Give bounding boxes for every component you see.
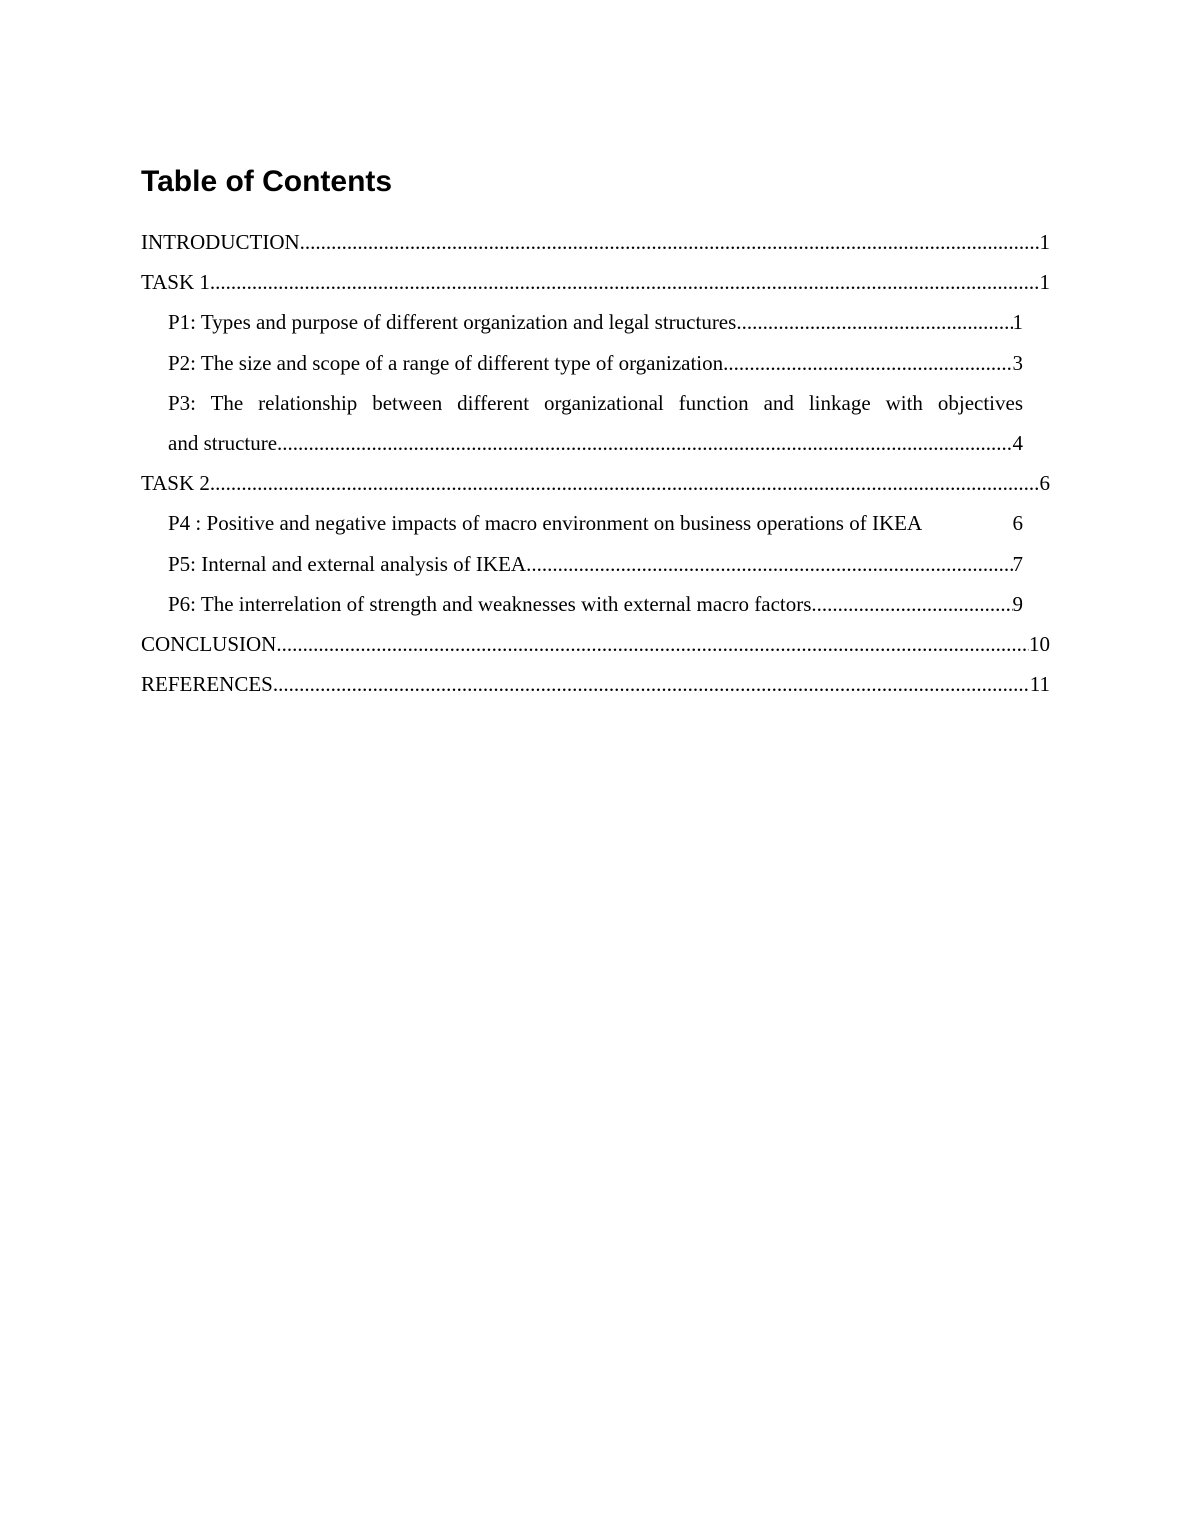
toc-page-number: 4 xyxy=(1012,430,1023,455)
dot-leader xyxy=(276,624,1029,664)
toc-page-number: 6 xyxy=(1039,471,1050,496)
toc-entry-introduction[interactable] xyxy=(141,222,1050,262)
toc-page-number: 10 xyxy=(1029,631,1050,656)
toc-entry-label: P4 : Positive and negative impacts of macro environment on business operations of IKEA xyxy=(168,511,923,536)
dot-leader xyxy=(736,302,1012,342)
dot-leader xyxy=(273,664,1030,704)
toc-page-number: 1 xyxy=(1039,230,1050,254)
toc-page-number: 1 xyxy=(1012,310,1023,335)
dot-leader xyxy=(300,222,1040,262)
toc-page-number: 1 xyxy=(1039,270,1050,295)
dot-leader xyxy=(723,343,1012,383)
toc-entry-label: P1: Types and purpose of different organization and legal structures xyxy=(168,310,737,335)
toc-entry-p2[interactable] xyxy=(168,343,1023,383)
toc-entry-p3[interactable] xyxy=(168,383,1023,463)
toc-entry-label: INTRODUCTION xyxy=(141,230,300,254)
toc-entry-label-line-2: and structure xyxy=(168,430,278,455)
dot-leader xyxy=(811,584,1012,624)
table-of-contents xyxy=(141,222,1050,704)
toc-page-number: 9 xyxy=(1012,591,1023,616)
toc-entry-label: TASK 1 xyxy=(141,270,210,295)
toc-entry-p1[interactable] xyxy=(168,302,1023,342)
toc-entry-task-2[interactable] xyxy=(141,463,1050,503)
toc-page-number: 7 xyxy=(1012,551,1023,576)
toc-title: Table of Contents xyxy=(141,165,393,198)
dot-leader xyxy=(210,262,1040,302)
toc-entry-task-1[interactable] xyxy=(141,262,1050,302)
toc-entry-label: TASK 2 xyxy=(141,471,210,496)
toc-page-number: 6 xyxy=(1012,511,1023,536)
toc-entry-p4[interactable] xyxy=(168,503,1023,543)
toc-entry-references[interactable] xyxy=(141,664,1050,704)
toc-entry-line-2 xyxy=(168,423,1023,463)
dot-leader xyxy=(526,544,1012,584)
toc-entry-label: P5: Internal and external analysis of IKEA xyxy=(168,551,527,576)
dot-leader xyxy=(210,463,1040,503)
toc-entry-label: CONCLUSION xyxy=(141,631,277,656)
dot-leader xyxy=(277,423,1012,463)
toc-entry-label: REFERENCES xyxy=(141,672,273,697)
toc-entry-label: P2: The size and scope of a range of different type of organization xyxy=(168,350,724,375)
toc-page-number: 11 xyxy=(1029,672,1050,697)
toc-entry-label: P6: The interrelation of strength and weaknesses with external macro factors xyxy=(168,591,812,616)
toc-page-number: 3 xyxy=(1012,350,1023,375)
toc-entry-label-line-1: P3: The relationship between different organizational function and linkage with objectives xyxy=(168,390,1023,415)
toc-entry-conclusion[interactable] xyxy=(141,624,1050,664)
toc-entry-p6[interactable] xyxy=(168,584,1023,624)
toc-entry-p5[interactable] xyxy=(168,544,1023,584)
